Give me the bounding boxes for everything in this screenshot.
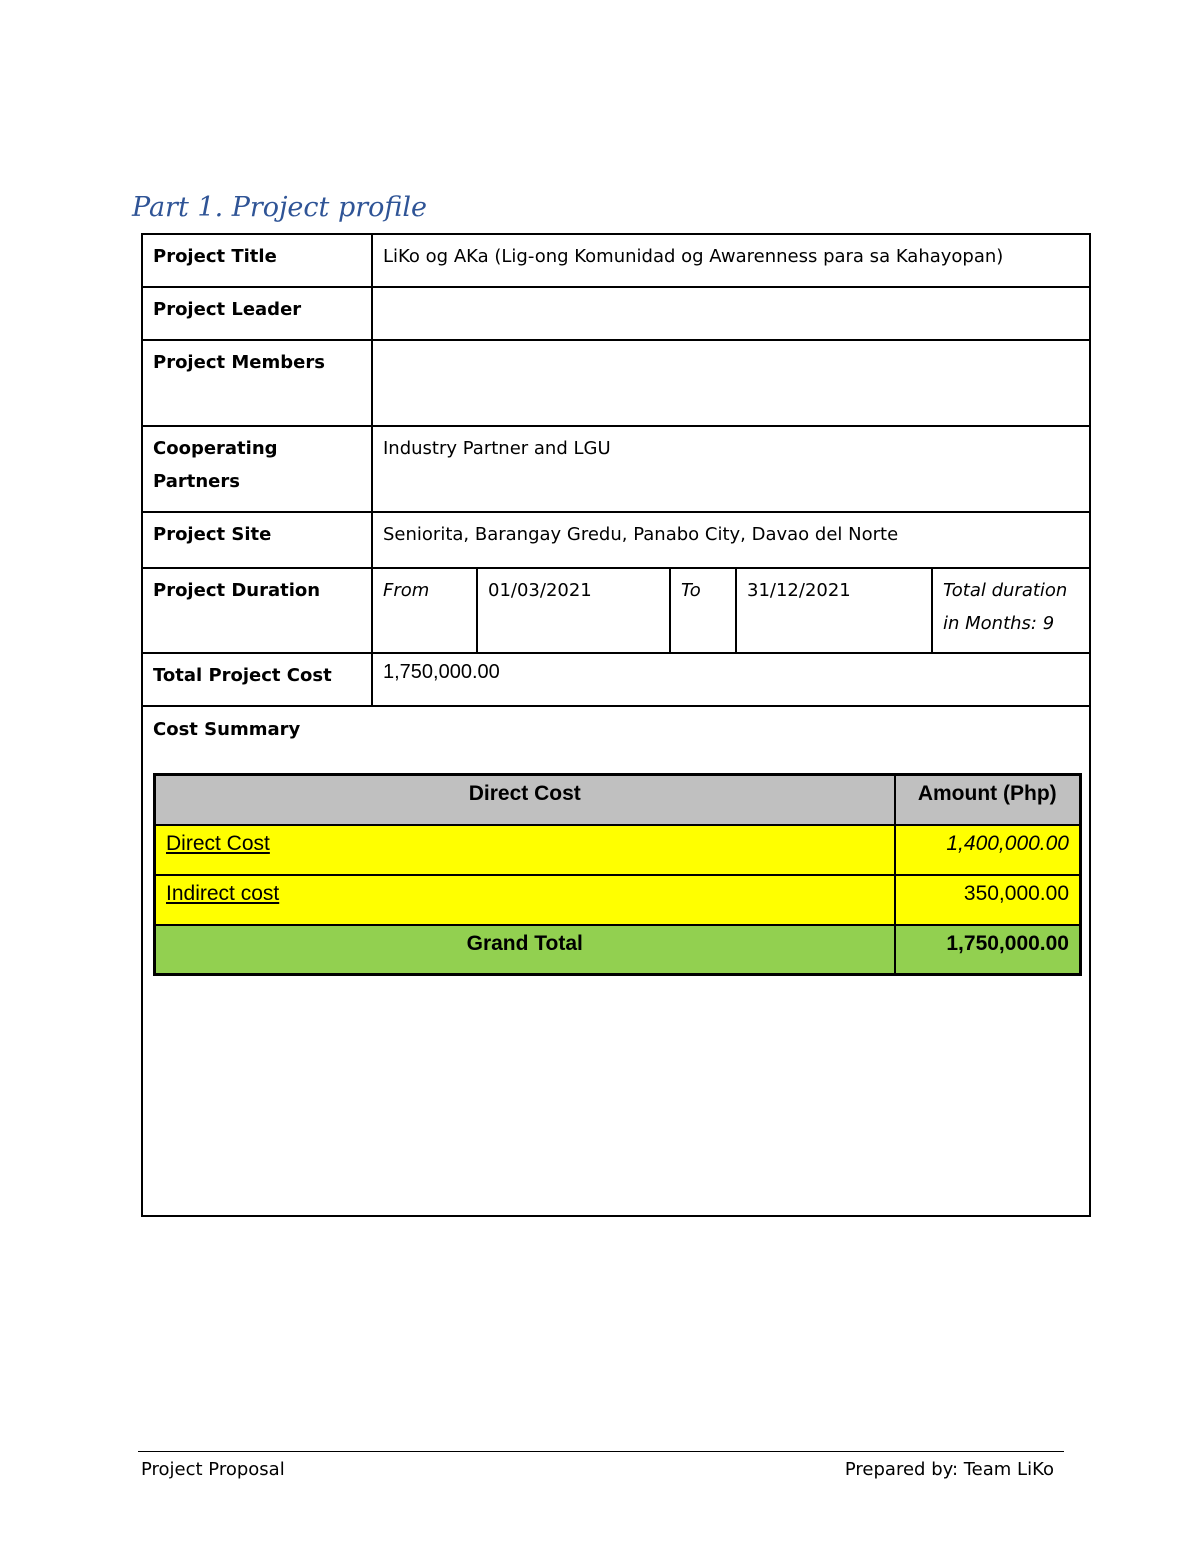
row-project-title [142, 234, 1090, 287]
total-duration: Total duration in Months: 9 [932, 568, 1090, 653]
table-row [155, 825, 1081, 875]
indirect-cost-link[interactable]: Indirect cost [166, 881, 280, 905]
cost-table-header [155, 775, 1081, 825]
total-project-cost-value: 1,750,000.00 [372, 653, 1090, 706]
project-leader-label: Project Leader [142, 287, 372, 340]
from-label: From [372, 568, 477, 653]
project-site-label: Project Site [142, 512, 372, 568]
row-project-leader [142, 287, 1090, 340]
page-heading: Part 1. Project profile [132, 192, 428, 223]
footer-right-text: Prepared by: Team LiKo [844, 1459, 1054, 1480]
row-amount-indirect-cost: 350,000.00 [895, 875, 1081, 925]
to-label: To [670, 568, 736, 653]
row-cost-summary [142, 706, 1090, 1216]
project-title-label: Project Title [142, 234, 372, 287]
project-profile-table [141, 233, 1091, 1217]
header-amount: Amount (Php) [895, 775, 1081, 825]
row-amount-direct-cost: 1,400,000.00 [895, 825, 1081, 875]
project-site-value: Seniorita, Barangay Gredu, Panabo City, Davao del Norte [372, 512, 1090, 568]
grand-total-row [155, 925, 1081, 975]
cooperating-partners-label: Cooperating Partners [142, 426, 372, 512]
project-members-value [372, 340, 1090, 426]
cooperating-partners-value: Industry Partner and LGU [372, 426, 1090, 512]
row-project-site [142, 512, 1090, 568]
row-project-members [142, 340, 1090, 426]
footer-left-text: Project Proposal [141, 1459, 285, 1480]
header-direct-cost: Direct Cost [155, 775, 895, 825]
project-duration-label: Project Duration [142, 568, 372, 653]
row-total-project-cost [142, 653, 1090, 706]
project-title-value: LiKo og AKa (Lig-ong Komunidad og Awarenness para sa Kahayopan) [372, 234, 1090, 287]
row-cooperating-partners [142, 426, 1090, 512]
cost-summary-label: Cost Summary [153, 719, 301, 740]
row-item-indirect-cost[interactable] [155, 875, 895, 925]
project-members-label: Project Members [142, 340, 372, 426]
from-date: 01/03/2021 [477, 568, 670, 653]
cost-summary-cell [142, 706, 1090, 1216]
direct-cost-link[interactable]: Direct Cost [166, 831, 270, 855]
footer-divider [138, 1451, 1064, 1452]
row-item-direct-cost[interactable] [155, 825, 895, 875]
grand-total-amount: 1,750,000.00 [895, 925, 1081, 975]
total-project-cost-label: Total Project Cost [142, 653, 372, 706]
grand-total-label: Grand Total [155, 925, 895, 975]
to-date: 31/12/2021 [736, 568, 932, 653]
table-row [155, 875, 1081, 925]
project-leader-value [372, 287, 1090, 340]
cost-summary-table [153, 773, 1082, 976]
row-project-duration [142, 568, 1090, 653]
